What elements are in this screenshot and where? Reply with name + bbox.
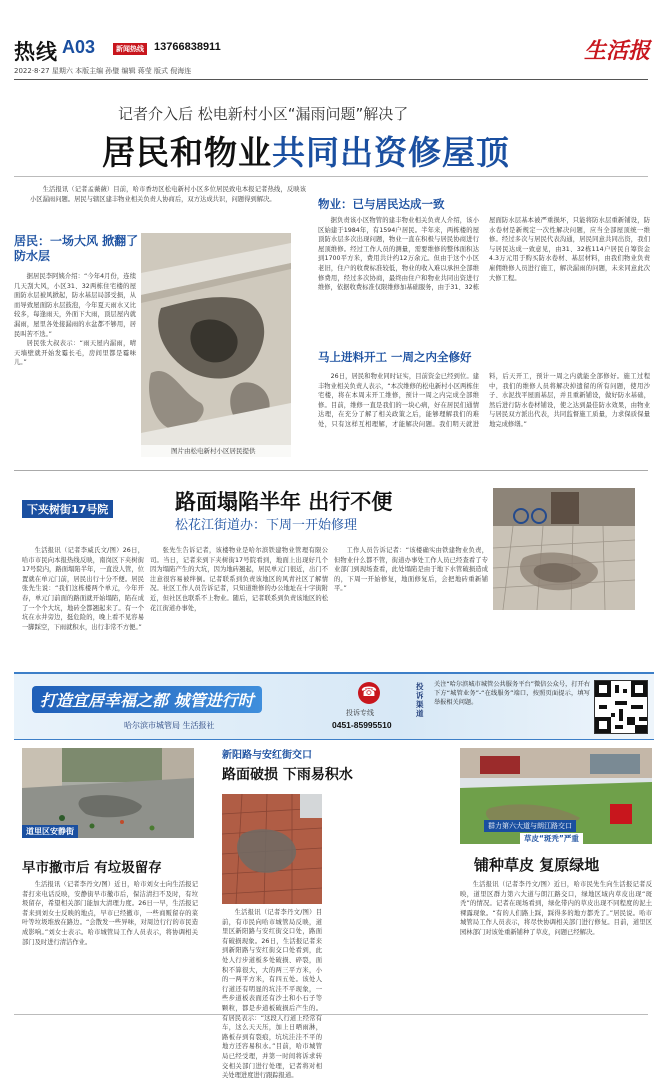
right-photo-sign: 群力第六大道与朗江路交口	[484, 820, 576, 832]
lead-kicker: 记者介入后 松电新村小区“漏雨问题”解决了	[118, 105, 409, 123]
right-headline: 铺种草皮 复原绿地	[474, 856, 600, 874]
lead-body1b-text: 居民张大叔表示：“雨天屋内漏雨，晴天墙壁就开始发霉长毛，房间里都是霉味儿。”	[14, 340, 136, 367]
left-photo	[22, 748, 194, 838]
right-photo	[460, 748, 652, 844]
banner-hotline-label: 投诉专线	[346, 709, 374, 717]
mid-body-text: 生活报讯（记者李丹文/图）目前，有市民向哈市城管局反映，道里区新阳路与安红街交口处，路面有破损现象。26日，生活报记者来到新阳路与安红街交口处看到，此处人行步道板多处破损、碎裂，面积不算很大，大的两三平方米，小的一两平方米，有四五处。该处人行道还有明显的坑洼不平现象，一些步道板表面还有沙土和小石子等颗粒，都是步道板破损后产生的。有居民表示：“这段人行道上经常有车，这么天天压，加上日晒雨淋，路板存到有裂痕，坑坑洼洼不平的地方还容易积水。”目前，哈市城管局已经受理，并第一时间将诉求转交相关部门进行处理，记者将对相关处理进度进行跟踪报道。	[222, 909, 322, 1080]
lead-sub3: 马上进料开工 一周之内全修好	[318, 350, 472, 364]
story2-headline: 路面塌陷半年 出行不便	[175, 490, 393, 514]
left-tag: 道里区安静街	[22, 825, 78, 838]
mid-photo	[222, 794, 322, 904]
newspaper-logo: 生活报	[583, 38, 650, 64]
story2-subhead: 松花江街道办：下周一开始修理	[175, 518, 358, 533]
hotline-badge: 新闻热线	[113, 43, 147, 55]
right-body-text: 生活报讯（记者李丹文/图）近日，哈市民先生向生活报记者反映，道里区群力第六大道与朗江路交口，绿地区域内草皮出现“斑秃”的情况。记者在现场看到，绿化带内的草皮出现不同程度的泥土裸露现象。“有的人们路上踩，踩得多的地方都秃了。”居民说。哈市城管局工作人员表示，将尽快协调相关部门进行修复。目前，道里区园林部门对该处重新铺种了草皮，问题已经解决。	[460, 881, 652, 936]
mid-tag: 新阳路与安红街交口	[222, 750, 312, 761]
lead-headline-part-b: 共同出资修屋顶	[272, 133, 510, 172]
lead-body3	[318, 372, 650, 460]
section-name: 热线	[14, 40, 58, 64]
banner-hotline-number: 0451-85995510	[332, 720, 392, 730]
city-mgmt-banner	[14, 672, 654, 740]
right-body	[460, 880, 652, 1008]
lead-headline-part-a: 居民和物业	[102, 133, 272, 172]
lead-sub1: 居民：一场大风 掀翻了防水层	[14, 234, 139, 263]
story2-location-tag: 下夹树街17号院	[22, 500, 113, 518]
banner-org: 哈尔滨市城管局 生活报社	[124, 721, 215, 730]
story2-col2	[150, 546, 328, 664]
story2-col3	[334, 546, 488, 664]
story2-col1-text: 生活报讯（记者李威氏文/图）26日，哈市市民向本报热线反映，南岗区下夹树街17号院内，路面塌陷半年，一直没人管，位置就在单元门前，居民出行十分不便。居民张先生说：“我们这栋楼两个单元，今年开春，单元门前面的路面就开始塌陷，陷在成了一个个大坑，地砖全都翘起来了。有一个坑在水井旁边，挺危险的，晚上看不见容易一脚踩空，下雨就积水，出行非常不方便。”	[22, 547, 144, 631]
qr-code-icon	[594, 680, 648, 734]
banner-title: 打造宜居幸福之都 城管进行时	[32, 686, 262, 713]
story2-col3-text: 工作人员告诉记者：“该楼确实由铁建物业负责，但物业什么都不管，街道办事处工作人员已经查看了专业部门到现场查看，此处塌陷是由于地下水管破损造成的，下周一开始修复，地面修复后，会把地砖重新铺平。”	[334, 547, 488, 593]
page-number: A03	[62, 37, 96, 57]
lead-photo	[141, 233, 291, 457]
qr-code-pattern	[595, 681, 647, 733]
lead-body3-text: 26日，居民和物业同时证实，目前资金已经到位。建丰物业相关负责人表示，“本次维修的松电新村小区两栋住宅楼，将在本周末开工维修，预计一周之内完成全部维修。目前，维修一直是我们的一块心病，好在居民们通情达理，在充分了解了相关政策之后，能够理解我们的难处，只有这样互相理解，才能解决问题。我们明天就进料，后天开工，预计一周之内就能全部修好。施工过程中，我们的维修人员将解决掉遗留的所有问题，使用沙子、水泥找平屋面基层，并且重新铺设，做好防水基础，然后进行防水卷材铺设，使之达到最佳防水效果，由物业与居民双方派出代表，共同监督施工质量，力求保质保量地完成修缮。”	[318, 373, 650, 428]
date-line: 2022·8·27 星期六 本版主编 孙璧 编辑 蒋莹 版式 倪海连	[14, 67, 192, 75]
lead-intro-text: 生活报讯（记者孟薇薇）目前，哈市香坊区松电新村小区多位居民致电本报记者热线，反映该小区漏雨问题。居民与辖区建丰物业相关负责人协商后，双方达成共识，问题得到解决。	[30, 186, 306, 203]
header-rule	[14, 79, 648, 80]
left-headline: 早市撤市后 有垃圾留存	[22, 860, 162, 876]
lead-body2-text: 据负责该小区物管的建丰物业相关负责人介绍，该小区始建于1984年，有1594户居民。半年来，两栋楼的屋顶防水层多次出现问题，物业一直在积极与居民协商进行屋顶维修。经过工作人员的测量，需要维修的整体面积达到1700平方米，费用共计约12万余元。但由于这个小区老旧，住户的收费标准较低，物业的收入难以承担全部维修费用，经过多次协商，最终由住户和物业共同出资进行维修，依据收费标准仅限维修加基础服务，由于31、32栋屋面防水层基本被严重损坏，只能将防水层重新铺设，防水卷材是新规定一次性解决问题，应当全部屋顶统一维修。经过多次与居民代表沟通，居民同意共同出资，我们与居民达成一致意见，由31、32栋114户居民自筹资金4.3万元用于购买防水卷材、基层材料，由我们物业负责雇佣维修人员进行施工，解决漏雨的问题，未来同意此次大修工程。	[318, 217, 650, 292]
hotline-number: 13766838911	[154, 41, 221, 53]
story2-photo	[493, 488, 635, 610]
lead-bottom-rule	[14, 470, 648, 471]
banner-side-label: 投诉渠道	[416, 682, 424, 718]
lead-title-rule	[14, 176, 648, 177]
moldy-ceiling-illustration	[141, 233, 291, 457]
story2-col4	[494, 616, 636, 664]
lead-intro	[30, 185, 306, 225]
banner-qr-text: 关注“哈尔滨城市城管公共服务平台”微信公众号，打开右下方“城管业务”-“在线服务”端口，按照页面提示，填写举报相关问题。	[434, 681, 590, 706]
lead-photo-caption: 图片由松电新村小区居民提供	[171, 447, 256, 455]
lead-sub2: 物业：已与居民达成一致	[318, 197, 445, 211]
broken-sidewalk-illustration	[222, 794, 322, 904]
lead-body1	[14, 272, 136, 422]
story2-col1	[22, 546, 144, 664]
collapsed-pavement-illustration	[493, 488, 635, 610]
story2-col2-text: 张先生告诉记者，该楼物业是哈尔滨铁建物业管理有限公司。当日，记者来到下夹树街17号院看到，地面上出现好几个因为塌陷产生的大坑，因为地砖翘起，居民单元门很近，出门不注意很容易被绊倒。记者联系到负责该地区的风青社区了解情况。社区工作人员告诉记者，只知道维修的办公地址在十字街附近，但社区也联系不上物业。随后，记者联系到负责该地区的松花江街道办事处，	[150, 547, 328, 612]
mid-body-cont	[330, 794, 450, 1012]
page-bottom-rule	[14, 1014, 648, 1015]
lead-body2	[318, 216, 650, 346]
masthead	[14, 36, 654, 70]
mid-body	[222, 908, 322, 1080]
right-tag: 草皮“斑秃”严重	[520, 833, 583, 844]
lead-body1-text: 据居民李阿姨介绍：“今年4月份，连续几天刮大风，小区31、32两栋住宅楼的屋面防水层被风掀起，防水基层局部受损，从而导致屋面防水层鼓泡，今年夏天雨水又比较多，每逢雨天，外面下大雨，顶层屋内就漏雨，屋里各处接漏雨的水盆都不够用，居民叫苦不迭。”	[14, 273, 136, 338]
phone-icon: ☎	[358, 682, 380, 704]
lead-headline	[102, 127, 510, 174]
left-body-text: 生活报讯（记者李丹文/图）近日，哈市刘女士向生活报记者打来电话反映，安静街早市撤市后，保洁清扫不及时，有垃圾留存，希望相关部门能加大清理力度。26日一早，生活报记者来到刘女士反映的地点，早市已经撤市，一些商贩留存的菜叶等垃圾堆放在路边。“会散发一些异味，对周边行行的市民造成影响。”刘女士表示。哈市城管局工作人员表示，将协调相关部门及时进行清洁作业。	[22, 881, 198, 946]
mid-headline: 路面破损 下雨易积水	[222, 767, 353, 783]
left-body	[22, 880, 198, 1006]
